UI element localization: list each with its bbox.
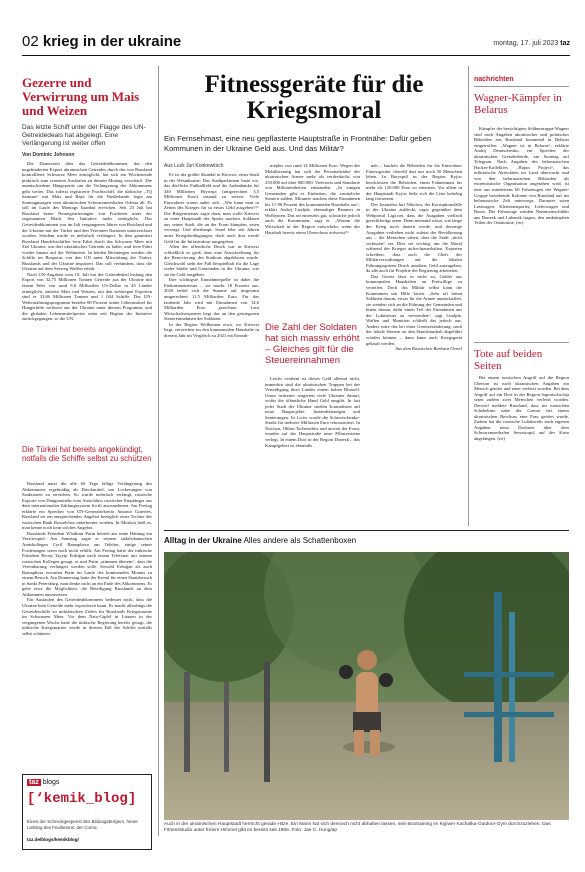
- boxing-photo: [164, 552, 569, 820]
- blog-url[interactable]: taz.de/blogs/kemikblog/: [27, 837, 79, 842]
- news-text-2: [474, 375, 569, 442]
- paragraph: Bei einem russischen Angriff auf die Region Cherson ist nach ukrainischen Angaben ein Mensch getötet und einer verletzt worden. Bei dem Angriff auf ein Dorf in der Region Saporischschja seien zudem zwei Menschen verletzt worden. Derweil meldete Russland, dass im russischen Schebekino nahe der Grenze bei einem ukrainischen Beschuss eine Frau getötet wurde. Zudem hat die russische Luftabwehr nach eigenen Angaben neun Drohnen über dem Schwarzmeerhafen Sewastopol auf der Krim abgefangen. (rtr): [474, 375, 569, 442]
- page-number: 02: [22, 33, 39, 50]
- news-headline-2: Tote auf beiden Seiten: [474, 348, 543, 372]
- divider: [474, 342, 569, 343]
- page-header: [22, 30, 570, 56]
- blog-title: [‘kemik_blog]: [27, 791, 137, 807]
- news-text-1: [474, 126, 569, 226]
- paragraph: Kämpfer der berüchtigten Söldnertruppe Wagner sind nach Angaben ukrainischer und polnischer Behörden aus Russland kommend in Belarus eingetroffen. „Wagner ist in Belarus“, erklärte Andrij Demtschenko, ein Sprecher der ukrainischen Grenzbehörde, am Sonntag auf Telegram. Nach Angaben des belarussischen Hacker-Kollektivs „Hajun Project“, das militärische Aktivitäten im Land überwacht und von den belarussischen Behörden als extremistische Organisation angesehen wird, ist eine aus mindestens 60 Fahrzeugen der Wagner-Gruppe bestehende Kolonne von Russland aus ins belarussische Zelt unterwegs. Darunter seien Lastwagen, Kleintransporter, Lieferwagen und Busse. Die Fahrzeuge würden Nummernschilder aus Donezk und Luhansk tragen, den umkämpften Teilen der Ostukraine. (rtr): [474, 126, 569, 226]
- main-byline: Aus Luzk Juri Konkewitsch: [164, 163, 224, 169]
- paragraph: Russlands Präsident Wladimir Putin betrieb am seine Haltung ein Verwirrspiel. Am Samstag sagte er seinem südafrikanischen Amtskollegen Cyril Ramaphosa am Telefon, einige seiner Forderungen seien noch nicht erfüllt. Am Freitag hatte der türkische Präsident Recep Tayyip Erdoğan nach einem Telefonat mit seinem russischen Kollegen gesagt, er und Putin „stimmen überein“, dass die Vereinbarung verlängert werden solle. Sowohl Erdoğan als auch Ramaphosa erwarten Putin im Laufe des kommenden Monats zu einem Besuch. Am Donnerstag hatte der Kreml für einen Staatsbesuch in Sankt Petersburg, man denke nicht an ein Ende des Abkommens. Es gebe etwa die Möglichkeit, die Beteiligung Russlands an dem Abkommen auszusetzen.: [22, 530, 152, 597]
- main-col-1: [164, 172, 259, 338]
- paragraph: Russland nutzt die alle 60 Tage fällige Verlängerung des Abkommens regelmäßig als Druckmittel, um Lockerungen von Sanktionen zu erreichen. So wurde mehrfach verlangt, russische Exporte von Düngemitteln vom Ausschluss russischer Empfänger aus dem internationalen Zahlungssystem Swift auszunehmen. Am Freitag erklärte ein Sprecher von UN-Generalsekretär Antonio Guterres, Russland sei ein entsprechendes Angebot bezüglich einer Tochter der russischen Bank Rosselchos unterbreitet worden. In Moskau hieß es, man kenne noch kein solches Angebot.: [22, 481, 152, 531]
- photo-headline: Alles andere als Schattenboxen: [243, 536, 357, 545]
- column-divider: [158, 66, 159, 836]
- left-article-bottom: [22, 481, 152, 636]
- left-subhead: Das letzte Schiff unter der Flagge des UN-Getreidedeals hat abgelegt. Eine Verlängerung ist weiter offen: [22, 124, 146, 147]
- blog-logo: [27, 779, 59, 786]
- photo-series: Alltag in der Ukraine: [164, 536, 242, 545]
- paragraph: Ihre wichtigste Einnahmequelle ist dabei die Einkommensteuer – sie macht 18 Prozent aus. 2020 belief sich die Summe auf insgesamt umgerechnet 11,5 Milliarden Euro. Für das laufende Jahr wird mit Einnahmen von 14,6 Milliarden Euro gerechnet. Laut Wirtschaftsexperten liegt das an den gestiegenen Steuereinnahmen der Soldaten.: [164, 277, 259, 322]
- paragraph: Ein Auslaufen des Getreideabkommens bedeutet nicht, dass die Ukraine kein Getreide mehr exportieren kann. Es macht allerdings die Getreideschiffe zu militärischen Zielen für Russlands Kriegsmarine im Schwarzen Meer. Vor dem Nato-Gipfel in Litauen in der vergangenen Woche hatte die türkische Regierung bereits gesagt, die türkische Kriegsmarine werde in diesem Fall die Schiffe notfalls selbst schützen.: [22, 597, 152, 636]
- paragraph: Nach UN-Angaben vom 10. Juli hat der Getreidedeal bislang den Export von 32,75 Millionen Tonnen Getreide aus der Ukraine mit einem Wert von rund 9,8 Milliarden US-Dollar in 45 Länder ermöglicht, zumeist Mais und Weizen, mit den siebriegen Exporten sind es 33,86 Millionen Tonnen und 1 044 Schiffe. Das UN-Welternährungsprogramm beziehe 80 Prozent seiner Lebensmittel für Hungerhilfe weltweit aus der Ukraine unter diesem Programm, und die globalen Lebensmittelpreise seien seit Beginn der Initiative zurückgegangen, so die UN.: [22, 271, 152, 322]
- brand-logo: taz: [560, 40, 570, 47]
- section-name: krieg in der ukraine: [42, 33, 182, 50]
- blog-description: Eines der Schreckgespenst des Bildungsbürgers, heute Liebling des Feuilletons: der Comic.: [27, 819, 138, 830]
- divider: [474, 86, 569, 87]
- paragraph: Der Journalist Juri Nikolow, der Korruptionsfälle in der Ukraine aufdeckt, sagte gegenüber dem Webportal Liga.net, dass die Ausgaben vielfach gerechtfertigt seien. Denn niemand wisse, wie lange der Krieg noch dauern werde, und derartige Ausgaben verliehen nicht zuletzt der Bevölkerung aus – die Menschen sähen, dass die Stadt „nicht verlassen“ sei. Dies sei wichtig, um die Moral während des Krieges aufrechtzuerhalten. Experten schreiben, dass auch die Chefs der Militärverwaltungen auf die lokalen Führungsspitzen Druck ausüben, Geld auszugeben, da alle auch für Projekte der Regierung arbeiteten.: [366, 201, 462, 274]
- blog-name: blogs: [42, 779, 60, 786]
- blog-tag: taz: [29, 779, 39, 786]
- paragraph: Das Gesetz lässt es nicht zu, Gelder aus kommunalen Haushalten an Freiwillige zu verteilen. Doch das Militär selbst kann die Kommunen um Hilfe bitten. „Sehr oft bitten Soldaten darum, etwas für die Armee anzuschaffen, sie wenden sich an die Führung der Gemeinden und bitten darum, dafür einen Teil der Einnahmen aus der Lohnsteuer zu verwenden“, sagt Lindjuk. Waffen und Munition schließt das jedoch aus. Anders wäre das bei einer Gesetzesänderung, nach der lokale Steuern an den Staatshaushalt abgeführt würden können – dann kann auch Kriegsgerät gekauft werden.: [366, 273, 462, 346]
- left-headline: Gezerre und Verwirrung um Mais und Weizen: [22, 75, 140, 118]
- section-title: [22, 33, 181, 50]
- left-article-top: [22, 161, 152, 322]
- main-col-2: [265, 163, 360, 235]
- paragraph: Leicht verdient ist dieses Geld allemal nicht, immerhin sind die ukrainischen Truppen bei der Verteidigung ihres Landes einem hohen Blutzoll. Umso irritierter reagieren viele Ukrainer darauf, wofür die öffentliche Hand Geld ausgibt. In fast jeder Stadt der Ukraine stießen Journalisten auf teure Bauprojekte, Instandsetzungen und Sanierungen. In Lwiw wurde die Schewtschenko-Straße für mehrere Millionen Euro rekonstruiert. In Nischyn, Oblast Tschernihiw und unweit der Front, wurden auf der Hauptstraße neue Pflastersteine verlegt. In einem Dorf in der Region Donezk – das Kampfgebiet ist ebenfalls: [265, 376, 360, 448]
- photo-title: [164, 536, 356, 545]
- main-col-3: [366, 163, 462, 352]
- date: montag, 17. juli 2023: [493, 40, 559, 47]
- news-headline-1: Wagner-Kämpfer in Belarus: [474, 92, 562, 116]
- blog-box[interactable]: [22, 774, 152, 850]
- main-col-2b: [265, 376, 360, 448]
- photo-divider: [164, 530, 569, 531]
- main-subhead: Ein Fernsehmast, eine neu gepflasterte Hauptstraße in Frontnähe: Dafür geben Kommunen in der Ukraine Geld aus. Und das Militär?: [164, 134, 432, 153]
- paragraph: nah – kauften die Behörden für die Einwohner Fitnessgeräte, obwohl dort nur noch 50 Menschen leben. In Borysptil in der Region Kyjiw beschlossen die Behörden, einen Fahnenmast für mehr als 120.000 Euro zu erneuern. Vor allem in der Hauptstadt Kyjiw ließe sich die Liste beliebig lang fortsetzen.: [366, 163, 462, 202]
- paragraph: In der Region Wolhynien etwa, wo Kiewrzi liegt, verzeichne im den kommunalen Haushalte in diesem Jahr im Vergleich zu 2021 ein Einnah-: [164, 321, 259, 338]
- translation-credit: Aus dem Russischen Barbara Oertel: [395, 346, 462, 352]
- column-divider: [468, 66, 469, 526]
- left-byline: Von Dominic Johnson: [22, 152, 75, 158]
- left-mid-headline: Die Türkei hat bereits angekündigt, notfalls die Schiffe selbst zu schützen: [22, 445, 152, 463]
- paragraph: Es ist der größte Skandal in Kiewrzi, einer Stadt in der Westukraine: Das Stadtparlament hatte vor, das dörfliche Fußballfeld und die Außenbänke für 440 Millionen Hrywnja (umgerechnet 3,5 Millionen Euro) instand zu setzen. Viele Einwohner waren außer sich. „Wie kann man in Zeiten des Krieges für so etwas Geld ausgeben?!“ Der Bürgermeister sagte dazu, man wolle Kiewrzi zu einer Hauptstadt des Sports machen. Soldaten aus seiner Stadt, die an der Front kämpfen, seien versorgt. Und überhaupt: Israel lebe seit Jahren unter Kriegsbedingungen, doch auch dort werde Geld für die Infrastruktur ausgegeben.: [164, 172, 259, 244]
- paragraph: Der Dauerstreit über das Getreideabkommen, das den ungehinderten Export ukrainischen Getreides durch das von Russland kontrollierte Schwarze Meer ermöglicht, hat sich am Wochenende praktisch zum erneuten Auslaufen zu diesem Montag verschärft. Die unentschiedene Hängepartie um die Verlängerung des Abkommens geht weiter. Das zuletzt registrierte Frachtschiff, die türkische „TQ Samsun“ mit Mais und Raps für die Niederlande, legte am Sonntagmorgen vom ukrainischen Schwarzmeerhafen Odessa ab. Es soll im Laufe des Montags Istanbul erreichen. Seit 23 Juli hat Russland keine Neuregistrierungen von Frachtern unter der sogenannten Black Sea Initiative mehr ermöglicht. Das Getreideabkommen war im Juli vergangenen Jahres von Russland und der Ukraine mit der Türkei und den Vereinten Nationen unterzeichnet worden. Seitdem wurde es mehrfach verlängert. In ihm garantiert Russland Handelsschiffen freie Fahrt durch das Schwarze Meer mit Ziel Ukraine, um dort ukrainisches Getreide zu laden, und freie Fahrt wieder hinaus auf die Weltmeere. In beiden Richtungen werden die Schiffe im Bosporus von den UN unter Mitwirkung der Türkei, Russlands und der Ukraine inspiziert. Das soll verhindern, dass die Ukraine auf dem Seeweg Waffen erhält.: [22, 161, 152, 272]
- main-headline: Fitnessgeräte für die Kriegsmoral: [204, 71, 424, 124]
- paragraph: meplus von rund 14 Millionen Euro. Wegen der Mobilisierung hat sich die Personalstärke der ukrainischen Armee mehr als verdreifacht: von 250.000 auf über 800.000. Vielerorts und Standorte von Militäreinheiten entstanden. „In einigen Gemeinden gibt es Einheiten, die zusätzliche Steuern zahlen. Mitunter machen diese Einnahmen bis 11-90 Prozent des kommunalen Haushalts aus“, erklärt Andrij Lindjuk, ehemaliger Beamter in Wolhynien. Das sei einerseits gut, schwäche jedoch auch die Kommunen, sagt er. „Warum die Wirtschaft in der Region entwickeln, wenn der Haushalt bereits einen Überschuss aufweist?“: [265, 163, 360, 235]
- pull-quote: Die Zahl der Soldaten hat sich massiv erhöht – Gleiches gilt für die Steuereinnahmen: [265, 322, 360, 366]
- date-line: [493, 40, 570, 47]
- photo-illustration: [164, 552, 569, 820]
- paragraph: Allen der öffentliche Druck war in Kiewrzi schließlich so groß, dass eine Ausschreibung für die Renovierung des Stadions abgeblasen wurde. Gleichwohl steht der Fall beispielhaft für die Lage vieler Städte und Gemeinden in der Ukraine, wie sie ihr Geld ausgeben.: [164, 244, 259, 277]
- photo-caption: Auch in der ukrainischen Hauptstadt herrscht gerade Hitze. Ein Mann hat sich dennoch nicht abhalten lassen, sein Boxtraining im Kyjiwer Kachalka-Outdoor-Gym durchzuziehen. Das Fitnessstudio unter freiem Himmel gibt es bereits seit 1966. Foto: Jae C. Hong/ap: [164, 822, 551, 833]
- news-label: nachrichten: [474, 76, 514, 83]
